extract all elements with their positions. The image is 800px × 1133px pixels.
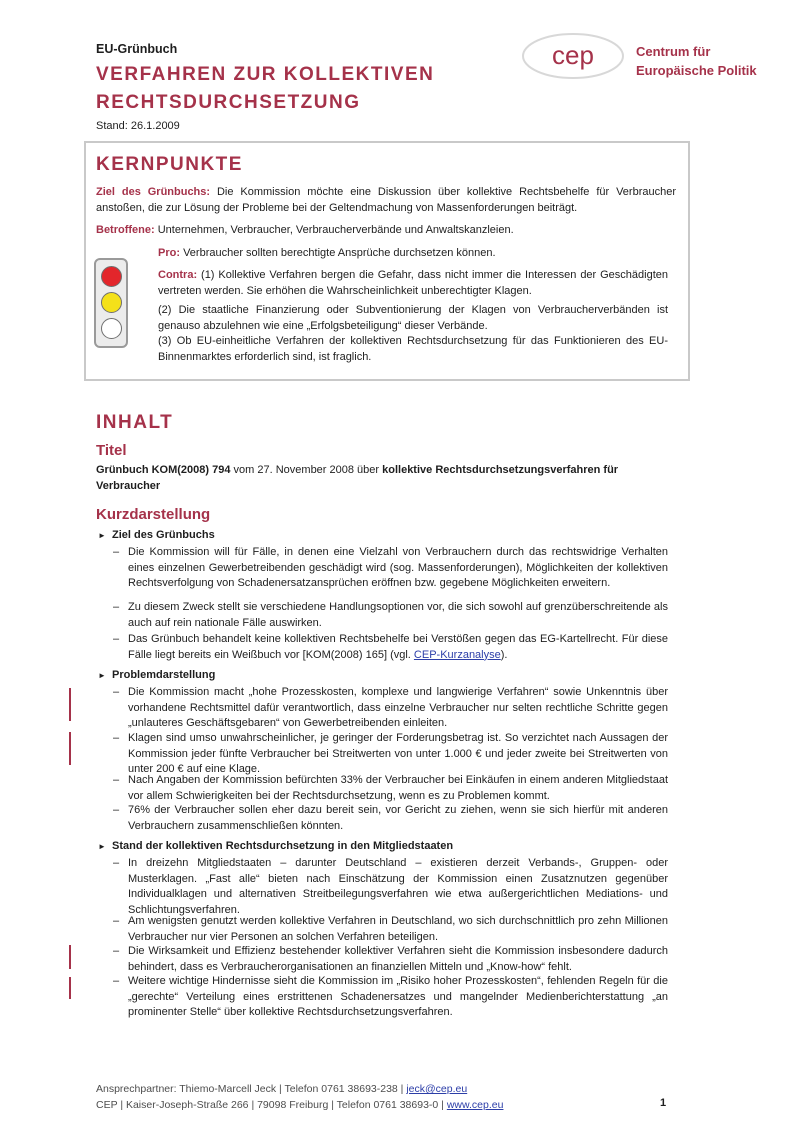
list-item-text: 76% der Verbraucher sollen eher dazu bereit sein, vor Gericht zu ziehen, wenn sie sich hierfür mit anderen Verbrauchern zusammenschließen könnten. — [128, 804, 668, 832]
section-heading-text: Ziel des Grünbuchs — [112, 529, 215, 541]
date-stamp: Stand: 26.1.2009 — [96, 120, 180, 132]
goal-text: Die Kommission möchte eine Diskussion über kollektive Rechtsbehelfe für Verbraucher anstoßen, die zur Lösung der Probleme bei der Geltendmachung von Massenforderungen beiträgt. — [96, 186, 676, 214]
white-light-icon — [101, 318, 122, 339]
affected-text: Unternehmen, Verbraucher, Verbraucherverbände und Anwaltskanzleien. — [157, 224, 514, 236]
key-points-title: KERNPUNKTE — [96, 154, 243, 175]
triangle-bullet-icon: ► — [98, 531, 106, 540]
list-item — [113, 773, 668, 804]
document-title-line-1: VERFAHREN ZUR KOLLEKTIVEN — [96, 64, 435, 85]
footer-contact-text: Ansprechpartner: Thiemo-Marcell Jeck | Telefon 0761 38693-238 | — [96, 1083, 407, 1095]
cep-logo — [518, 28, 768, 84]
footer-address-text: CEP | Kaiser-Joseph-Straße 266 | 79098 Freiburg | Telefon 0761 38693-0 | — [96, 1099, 447, 1111]
footer-address — [96, 1099, 503, 1111]
website-link[interactable]: www.cep.eu — [446, 1099, 504, 1111]
list-item-text: Klagen sind umso unwahrscheinlicher, je geringer der Forderungsbetrag ist. So verzichtet nach Aussagen der Kommission jeder fünfte Verbraucher bei Streitwerten von unter 1.000 € und jeder zweite bei Streitwerten von unter 200 € auf eine Klage. — [128, 732, 668, 775]
footer-contact — [96, 1083, 467, 1095]
logo-name-line-2: Europäische Politik — [636, 63, 757, 78]
traffic-light-icon — [94, 258, 128, 348]
list-item-text: Die Wirksamkeit und Effizienz bestehender kollektiver Verfahren sieht die Kommission insbesondere dadurch behindert, dass es Verbraucherorganisationen an finanziellen Mitteln und „Know-how“ fehlt. — [128, 945, 668, 973]
dash-bullet-icon: – — [113, 975, 120, 987]
dash-bullet-icon: – — [113, 774, 120, 786]
title-bold-ref: Grünbuch KOM(2008) 794 — [96, 464, 231, 476]
dash-bullet-icon: – — [113, 857, 120, 869]
list-item-text: Weitere wichtige Hindernisse sieht die Kommission im „Risiko hoher Prozesskosten“, fehlenden Regeln für die „gerechte“ Verteilung eines erstrittenen Schadenersatzes und mangelnder Medienberichterstattung „an prominenter Stelle“ über kollektive Rechtsdurchsetzungsverfahren. — [128, 975, 668, 1018]
dash-bullet-icon: – — [113, 915, 120, 927]
dash-bullet-icon: – — [113, 633, 120, 645]
list-item — [113, 685, 668, 732]
content-title: INHALT — [96, 412, 174, 433]
list-item — [113, 545, 668, 592]
list-item-text: Das Grünbuch behandelt keine kollektiven Rechtsbehelfe bei Verstößen gegen das EG-Kartellrecht. Für diese Fälle liegt bereits ein Weißbuch vor [KOM(2008) 165] (vgl. — [128, 633, 668, 661]
pro-text: Verbraucher sollten berechtigte Ansprüche durchsetzen können. — [183, 247, 496, 259]
yellow-light-icon — [101, 292, 122, 313]
dash-bullet-icon: – — [113, 945, 120, 957]
logo-name-line-1: Centrum für — [636, 44, 711, 59]
dash-bullet-icon: – — [113, 686, 120, 698]
title-mid: vom 27. November 2008 über — [230, 464, 383, 476]
pro-label: Pro: — [158, 247, 180, 259]
title-bold-subject: kollektive Rechtsdurchsetzungsverfahren für Verbraucher — [96, 464, 619, 492]
key-point-pro — [158, 246, 668, 262]
logo-acronym: cep — [552, 40, 594, 70]
list-item-text: Die Kommission macht „hohe Prozesskosten, komplexe und langwierige Verfahren“ sowie Unkenntnis über vorhandene Rechtsmittel dafür verantwortlich, dass einzelne Verbraucher nur selten rechtliche Schritte gegen „unlauteres Geschäftsgebaren“ von Gewerbetreibenden einleiten. — [128, 686, 668, 729]
list-item — [113, 974, 668, 1021]
dash-bullet-icon: – — [113, 732, 120, 744]
dash-bullet-icon: – — [113, 601, 120, 613]
email-link[interactable]: jeck@cep.eu — [406, 1083, 468, 1095]
triangle-bullet-icon: ► — [98, 671, 106, 680]
key-point-contra-3: (3) Ob EU-einheitliche Verfahren der kollektiven Rechtsdurchsetzung für das Funktionieren des EU-Binnenmarktes erforderlich sind, ist fraglich. — [158, 335, 668, 363]
list-item — [113, 944, 668, 975]
cep-analysis-link[interactable]: CEP-Kurzanalyse — [413, 648, 501, 661]
cep-logo-icon — [518, 28, 628, 84]
section-heading-text: Stand der kollektiven Rechtsdurchsetzung in den Mitgliedstaaten — [112, 840, 454, 852]
key-point-contra-2: (2) Die staatliche Finanzierung oder Subventionierung der Klagen von Verbraucherverbänden ist genauso abzulehnen wie eine „Erfolgsbeteiligung“ dieser Verbände. — [158, 304, 668, 332]
list-item — [113, 803, 668, 834]
triangle-bullet-icon: ► — [98, 842, 106, 851]
change-marker — [69, 732, 71, 765]
change-marker — [69, 945, 71, 969]
contra-1-text: (1) Kollektive Verfahren bergen die Gefahr, dass nicht immer die Interessen der Geschädigten vertreten werden. Sie erhöhen die Wahrscheinlichkeit unberechtigter Klagen. — [158, 269, 669, 297]
list-item — [113, 856, 668, 918]
goal-label: Ziel des Grünbuchs: — [96, 186, 211, 198]
contra-label: Contra: — [158, 269, 198, 281]
list-item — [113, 914, 668, 945]
section-heading-goal — [98, 529, 215, 541]
list-item — [113, 632, 668, 663]
title-text — [96, 463, 676, 494]
list-item-text-end: ). — [500, 648, 508, 661]
dash-bullet-icon: – — [113, 546, 120, 558]
list-item-text: Zu diesem Zweck stellt sie verschiedene Handlungsoptionen vor, die sich sowohl auf grenzüberschreitende als auch auf rein nationale Fälle auswirken. — [128, 601, 668, 629]
document-type-label: EU-Grünbuch — [96, 42, 178, 56]
change-marker — [69, 977, 71, 999]
list-item-text: Am wenigsten genutzt werden kollektive Verfahren in Deutschland, wo sich durchschnittlich pro zehn Millionen Verbraucher nur vier Personen an solchen Verfahren beteiligen. — [128, 915, 668, 943]
document-title-line-2: RECHTSDURCHSETZUNG — [96, 92, 361, 113]
affected-label: Betroffene: — [96, 224, 155, 236]
key-point-affected — [96, 223, 676, 239]
section-heading-problem — [98, 669, 216, 681]
section-heading-text: Problemdarstellung — [112, 669, 216, 681]
title-heading: Titel — [96, 442, 127, 459]
summary-heading: Kurzdarstellung — [96, 506, 211, 523]
list-item-text: Nach Angaben der Kommission befürchten 33% der Verbraucher bei Einkäufen in einem anderen Mitgliedstaat vor allem Schwierigkeiten bei der Rechtsdurchsetzung, wenn es zu Problemen kommt. — [128, 774, 668, 802]
key-point-goal — [96, 185, 676, 216]
key-point-contra-1 — [158, 268, 668, 299]
list-item-text: Die Kommission will für Fälle, in denen eine Vielzahl von Verbrauchern durch das rechtswidrige Verhalten eines einzelnen Gewerbetreibenden geschädigt wird (sog. Massenforderungen), Möglichkeiten der kollektiven Rechtsverfolgung von Schadenersatzansprüchen eröffnen bzw. gegebene Möglichkeiten erweitern. — [128, 546, 668, 589]
list-item — [113, 600, 668, 631]
section-heading-status — [98, 840, 454, 852]
red-light-icon — [101, 266, 122, 287]
list-item-text: In dreizehn Mitgliedstaaten – darunter Deutschland – existieren derzeit Verbands-, Gruppen- oder Musterklagen. „Fast alle“ bieten nach Einschätzung der Kommission einen Zusatznutzen gegenüber Individualklagen und alternativen Streitbeilegungsverfahren wie etwa außergerichtlichen Mediations- und Schlichtungsverfahren. — [128, 857, 668, 916]
list-item — [113, 731, 668, 778]
change-marker — [69, 688, 71, 721]
page-number: 1 — [660, 1097, 667, 1109]
dash-bullet-icon: – — [113, 804, 120, 816]
